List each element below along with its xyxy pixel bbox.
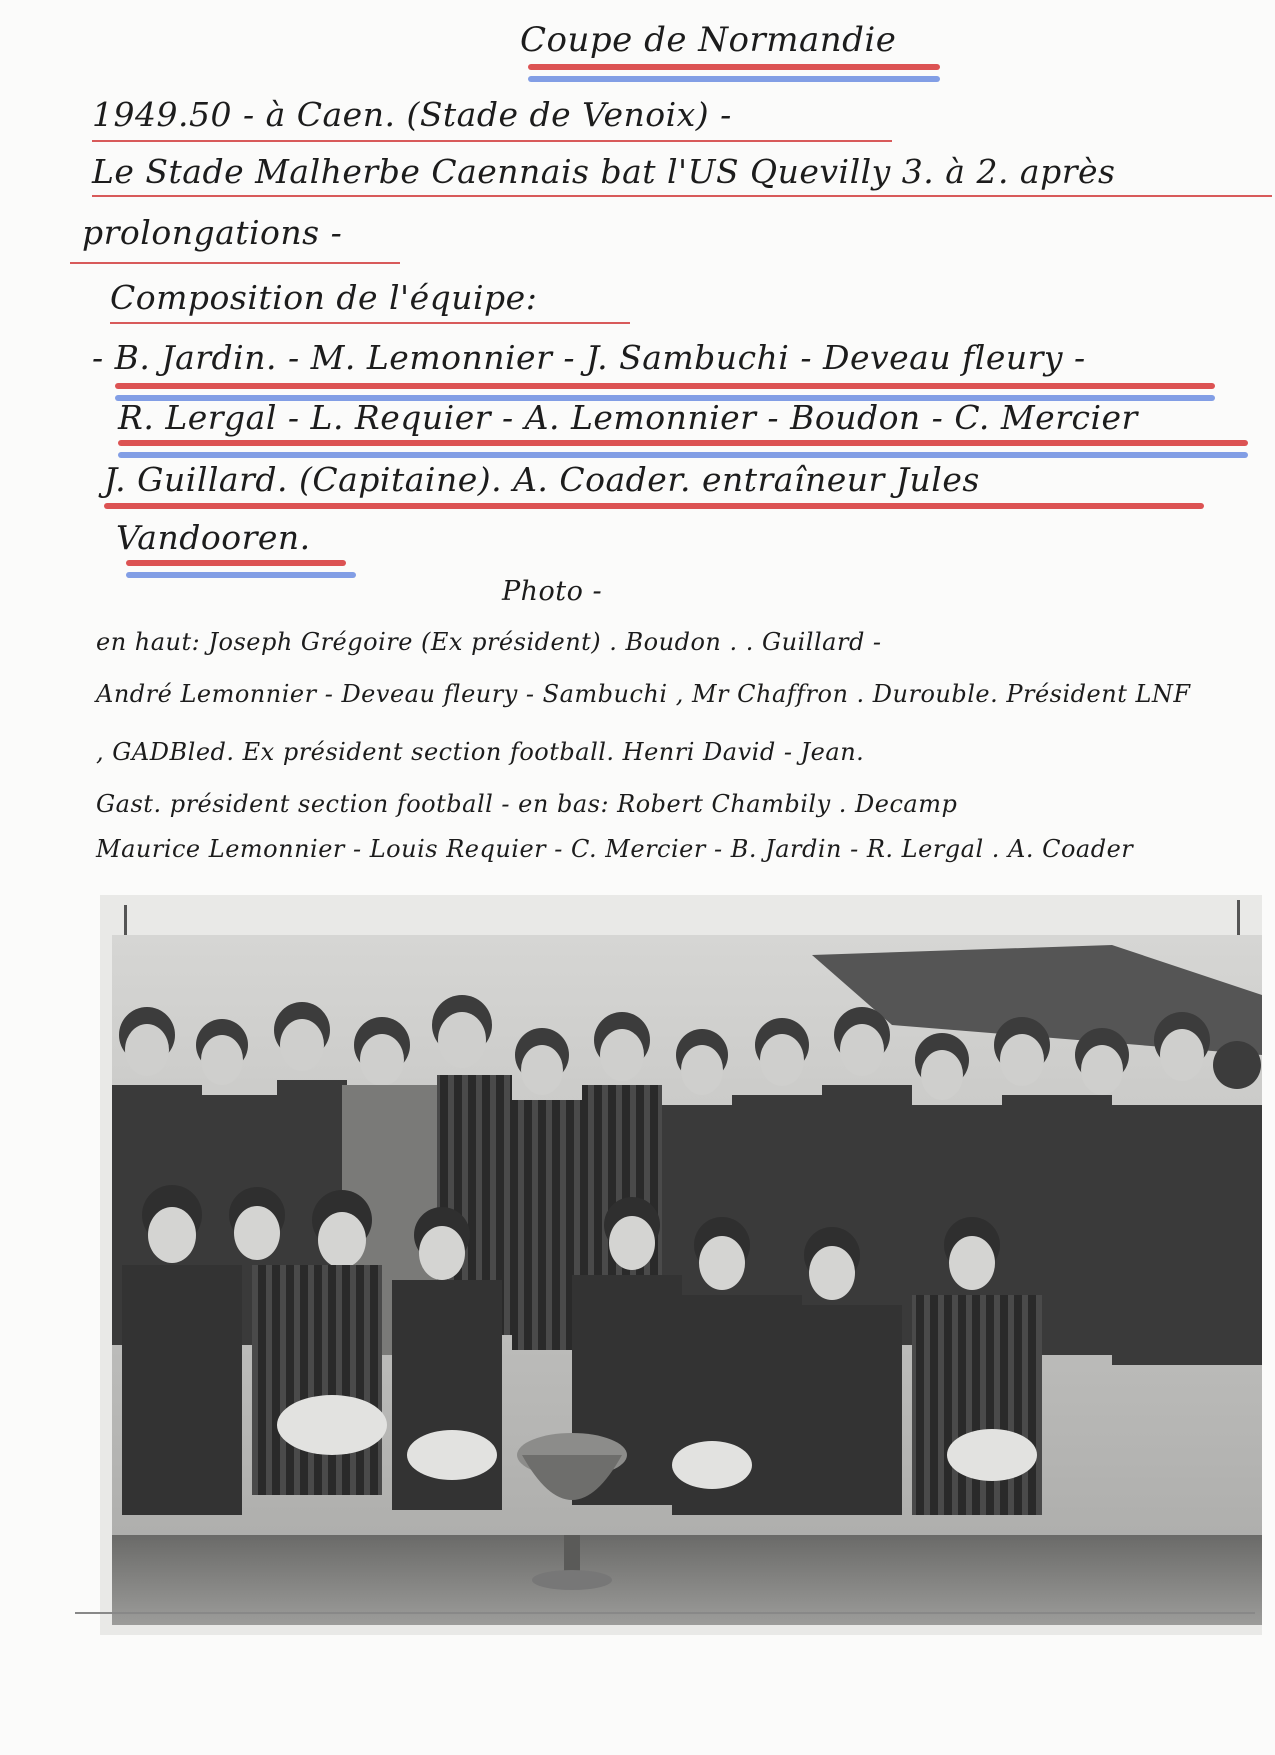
team-line-3-underline-red	[104, 503, 1204, 509]
photo-heading: Photo -	[502, 576, 603, 607]
team-line-2-underline-red	[118, 440, 1248, 446]
team-photograph	[112, 935, 1262, 1625]
caption-line-2: André Lemonnier - Deveau fleury - Sambuchi , Mr Chaffron . Durouble. Président LNF	[96, 680, 1191, 708]
team-line-2-underline-blue	[118, 452, 1248, 458]
title-underline-red	[528, 64, 940, 70]
team-line-3: J. Guillard. (Capitaine). A. Coader. entraîneur Jules	[104, 460, 980, 499]
team-line-1: - B. Jardin. - M. Lemonnier - J. Sambuchi - Deveau fleury -	[92, 338, 1086, 377]
document-title: Coupe de Normandie	[520, 20, 897, 60]
team-heading: Composition de l'équipe:	[110, 278, 538, 317]
caption-line-1: en haut: Joseph Grégoire (Ex président) . Boudon . . Guillard -	[96, 628, 882, 656]
caption-line-4: Gast. président section football - en bas: Robert Chambily . Decamp	[96, 790, 958, 818]
team-line-1-underline-red	[115, 383, 1215, 389]
prolongations-underline	[70, 262, 400, 264]
team-line-2: R. Lergal - L. Requier - A. Lemonnier - Boudon - C. Mercier	[118, 398, 1138, 437]
prolongations-line: prolongations -	[82, 213, 343, 252]
match-date-underline	[92, 140, 892, 142]
coach-name-underline-red	[126, 560, 346, 566]
match-result-line: Le Stade Malherbe Caennais bat l'US Quevilly 3. à 2. après	[92, 152, 1116, 191]
coach-name-underline-blue	[126, 572, 356, 578]
caption-line-5: Maurice Lemonnier - Louis Requier - C. Mercier - B. Jardin - R. Lergal . A. Coader	[96, 835, 1134, 863]
page-rule	[75, 1612, 1255, 1614]
match-result-underline	[92, 195, 1272, 197]
team-heading-underline	[110, 322, 630, 324]
match-date-line: 1949.50 - à Caen. (Stade de Venoix) -	[92, 95, 732, 134]
caption-line-3: , GADBled. Ex président section football. Henri David - Jean.	[96, 738, 865, 766]
title-underline-blue	[528, 76, 940, 82]
coach-name-line: Vandooren.	[116, 518, 311, 557]
